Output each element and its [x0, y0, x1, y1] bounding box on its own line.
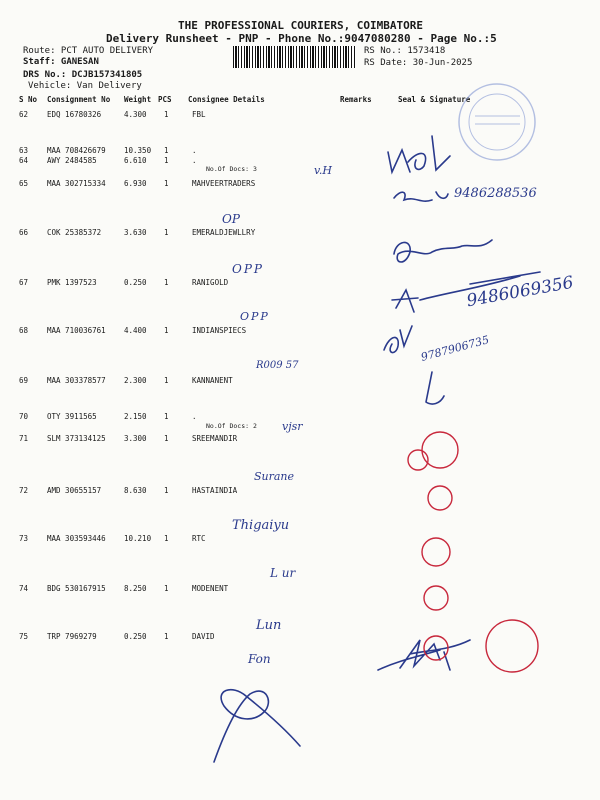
handwritten-note: Surane	[254, 470, 295, 483]
handwritten-note: Fon	[248, 652, 271, 666]
handwritten-note: Thigaiyu	[232, 518, 290, 533]
row-pcs: 1	[164, 434, 169, 443]
row-weight: 2.150	[124, 412, 147, 421]
row-weight: 10.350	[124, 146, 152, 155]
handwritten-note: vjsr	[282, 420, 303, 433]
row-consignment: PMK 1397523	[47, 278, 97, 287]
row-consignment: MAA 708426679	[47, 146, 106, 155]
row-sno: 63	[19, 146, 29, 155]
row-weight: 3.300	[124, 434, 147, 443]
company-title: THE PROFESSIONAL COURIERS, COIMBATORE	[178, 19, 424, 32]
row-consignee: RANIGOLD	[192, 278, 229, 287]
handwritten-note: L ur	[270, 566, 296, 580]
row-pcs: 1	[164, 412, 169, 421]
handwritten-phone: 9787906735	[419, 333, 491, 364]
row-consignee: HASTAINDIA	[192, 486, 238, 495]
row-consignee: RTC	[192, 534, 206, 543]
handwritten-note: R009 57	[256, 360, 299, 371]
col-remarks: Remarks	[340, 95, 372, 104]
runsheet-subtitle: Delivery Runsheet - PNP - Phone No.:9047080280 - Page No.:5	[106, 32, 497, 45]
row-consignee: FBL	[192, 110, 206, 119]
red-stamps	[408, 432, 538, 672]
handwritten-note: Lun	[256, 618, 282, 633]
row-consignee: MODENENT	[192, 584, 229, 593]
row-pcs: 1	[164, 179, 169, 188]
staff-label: Staff: GANESAN	[23, 57, 99, 67]
rs-date: RS Date: 30-Jun-2025	[364, 58, 473, 68]
row-weight: 4.300	[124, 110, 147, 119]
row-consignment: SLM 373134125	[47, 434, 106, 443]
row-weight: 0.250	[124, 278, 147, 287]
row-consignment: MAA 302715334	[47, 179, 106, 188]
row-consignment: MAA 710036761	[47, 326, 106, 335]
row-sno: 73	[19, 534, 29, 543]
row-pcs: 1	[164, 326, 169, 335]
row-consignment: TRP 7969279	[47, 632, 97, 641]
handwritten-phone: 9486288536	[454, 186, 537, 201]
row-consignment: MAA 303593446	[47, 534, 106, 543]
row-consignee: .	[192, 156, 197, 165]
row-pcs: 1	[164, 146, 169, 155]
row-weight: 8.250	[124, 584, 147, 593]
row-pcs: 1	[164, 632, 169, 641]
row-pcs: 1	[164, 156, 169, 165]
docs-count: No.Of Docs: 3	[206, 165, 257, 173]
row-pcs: 1	[164, 584, 169, 593]
row-consignee: MAHVEERTRADERS	[192, 179, 256, 188]
row-consignee: .	[192, 146, 197, 155]
row-sno: 70	[19, 412, 29, 421]
handwritten-phone: 9486069356	[465, 272, 576, 312]
row-sno: 64	[19, 156, 29, 165]
row-consignment: AWY 2484585	[47, 156, 97, 165]
handwritten-note: OPP	[232, 262, 264, 276]
row-consignment: BDG 530167915	[47, 584, 106, 593]
handwritten-note: v.H	[314, 164, 332, 177]
row-pcs: 1	[164, 486, 169, 495]
row-consignment: MAA 303378577	[47, 376, 106, 385]
vehicle-label: Vehicle: Van Delivery	[28, 81, 142, 91]
col-pcs: PCS	[158, 95, 172, 104]
signature-strokes	[214, 136, 540, 762]
row-pcs: 1	[164, 228, 169, 237]
row-sno: 68	[19, 326, 29, 335]
row-weight: 3.630	[124, 228, 147, 237]
row-sno: 74	[19, 584, 29, 593]
row-consignee: INDIANSPIECS	[192, 326, 247, 335]
row-consignee: EMERALDJEWLLRY	[192, 228, 256, 237]
row-sno: 67	[19, 278, 29, 287]
row-sno: 69	[19, 376, 29, 385]
row-weight: 6.610	[124, 156, 147, 165]
row-consignment: COK 25385372	[47, 228, 102, 237]
row-sno: 62	[19, 110, 29, 119]
row-sno: 66	[19, 228, 29, 237]
row-pcs: 1	[164, 534, 169, 543]
col-seal-signature: Seal & Signature	[398, 95, 471, 104]
row-consignee: .	[192, 412, 197, 421]
row-weight: 2.300	[124, 376, 147, 385]
row-consignment: EDQ 16780326	[47, 110, 102, 119]
row-consignee: DAVID	[192, 632, 215, 641]
row-weight: 4.400	[124, 326, 147, 335]
rs-number: RS No.: 1573418	[364, 46, 446, 56]
row-consignee: KANNANENT	[192, 376, 233, 385]
row-sno: 75	[19, 632, 29, 641]
row-weight: 8.630	[124, 486, 147, 495]
row-weight: 10.210	[124, 534, 152, 543]
docs-count: No.Of Docs: 2	[206, 422, 257, 430]
col-consignment: Consignment No	[47, 95, 111, 104]
row-consignment: AMD 30655157	[47, 486, 102, 495]
col-sno: S No	[19, 95, 38, 104]
row-consignment: OTY 3911565	[47, 412, 97, 421]
col-consignee: Consignee Details	[188, 95, 265, 104]
route-label: Route: PCT AUTO DELIVERY	[23, 46, 154, 56]
row-pcs: 1	[164, 110, 169, 119]
row-sno: 71	[19, 434, 29, 443]
row-pcs: 1	[164, 278, 169, 287]
drs-label: DRS No.: DCJB157341805	[23, 70, 143, 80]
row-weight: 0.250	[124, 632, 147, 641]
col-weight: Weight	[124, 95, 152, 104]
row-sno: 72	[19, 486, 29, 495]
seal-stamp	[459, 84, 535, 160]
handwritten-note: OP	[222, 212, 240, 226]
row-sno: 65	[19, 179, 29, 188]
row-pcs: 1	[164, 376, 169, 385]
row-weight: 6.930	[124, 179, 147, 188]
row-consignee: SREEMANDIR	[192, 434, 238, 443]
handwritten-note: OPP	[240, 310, 270, 323]
